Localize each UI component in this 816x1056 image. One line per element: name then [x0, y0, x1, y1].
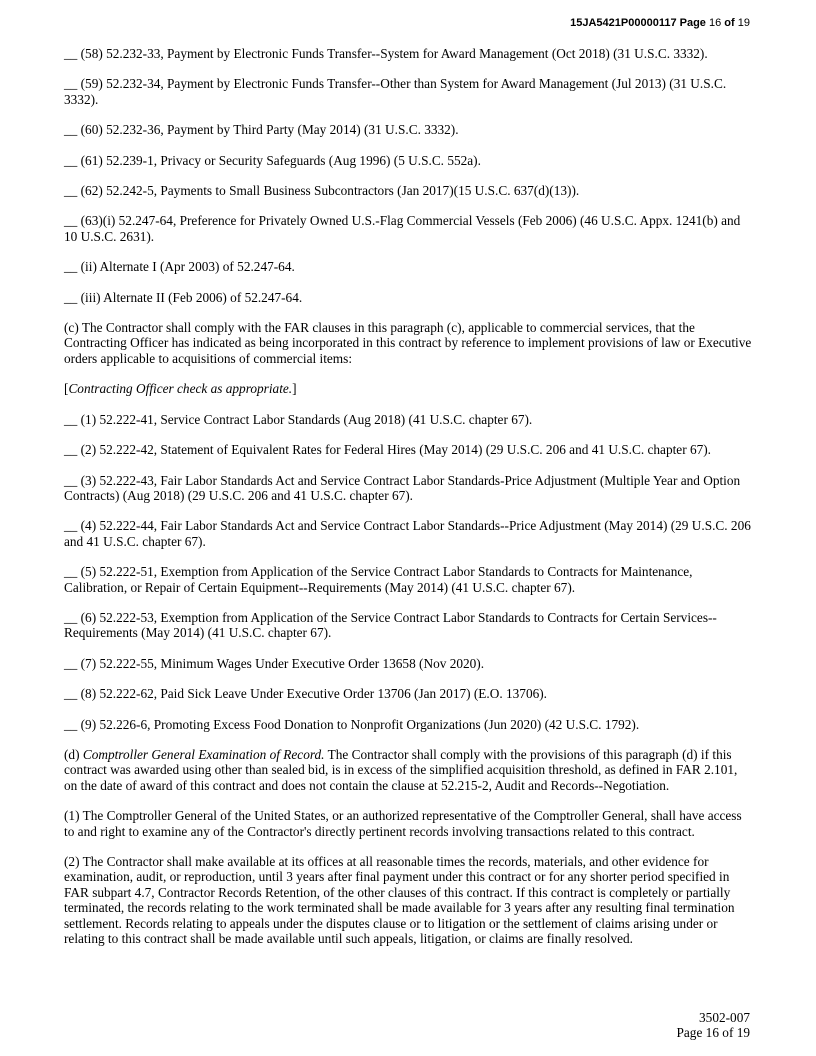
text-segment: __ (9) 52.226-6, Promoting Excess Food Donation to Nonprofit Organizations (Jun 2020) (42 U.S.C. 1792).	[64, 716, 640, 732]
header-of-label: of	[724, 17, 735, 29]
text-segment: __ (8) 52.222-62, Paid Sick Leave Under Executive Order 13706 (Jan 2017) (E.O. 13706).	[64, 686, 547, 702]
paragraph-17	[64, 656, 752, 671]
header-doc-number: 15JA5421P00000117 Page	[570, 17, 706, 29]
paragraph-13	[64, 473, 752, 504]
paragraph-21	[64, 808, 752, 839]
paragraph-19	[64, 717, 752, 732]
header-page-number: 16	[708, 17, 722, 29]
text-segment-italic: Contracting Officer check as appropriate.	[68, 381, 293, 397]
text-segment: [	[64, 381, 69, 397]
paragraph-22	[64, 854, 752, 946]
page-header	[570, 17, 750, 29]
text-segment: __ (61) 52.239-1, Privacy or Security Safeguards (Aug 1996) (5 U.S.C. 552a).	[64, 152, 481, 168]
text-segment: __ (58) 52.232-33, Payment by Electronic Funds Transfer--System for Award Management (Oct 2018) (31 U.S.C. 3332).	[64, 46, 708, 61]
paragraph-6	[64, 213, 752, 244]
text-segment: __ (1) 52.222-41, Service Contract Labor Standards (Aug 2018) (41 U.S.C. chapter 67).	[64, 411, 533, 427]
paragraph-4	[64, 153, 752, 168]
text-segment: __ (3) 52.222-43, Fair Labor Standards Act and Service Contract Labor Standards-Price Adjustment (Multiple Year and Option Contracts) (Aug 2018) (29 U.S.C. 206 and 41 U.S.C. chapter 67).	[64, 472, 741, 503]
paragraph-10	[64, 381, 752, 396]
paragraph-18	[64, 686, 752, 701]
text-segment: (d)	[64, 746, 83, 762]
paragraph-15	[64, 564, 752, 595]
text-segment: (c) The Contractor shall comply with the FAR clauses in this paragraph (c), applicable to commercial services, that the Contracting Officer has indicated as being incorporated in this contract by reference to implement provisions of law or Executive orders applicable to acquisitions of commercial items:	[64, 320, 752, 366]
paragraph-11	[64, 412, 752, 427]
text-segment: __ (ii) Alternate I (Apr 2003) of 52.247-64.	[64, 259, 295, 275]
text-segment: __ (iii) Alternate II (Feb 2006) of 52.247-64.	[64, 289, 303, 305]
page-footer	[677, 1010, 751, 1041]
paragraph-8	[64, 290, 752, 305]
text-segment: __ (2) 52.222-42, Statement of Equivalent Rates for Federal Hires (May 2014) (29 U.S.C. 206 and 41 U.S.C. chapter 67).	[64, 442, 711, 458]
paragraph-2	[64, 76, 752, 107]
text-segment: __ (60) 52.232-36, Payment by Third Party (May 2014) (31 U.S.C. 3332).	[64, 122, 459, 138]
paragraph-5	[64, 183, 752, 198]
footer-page-label: Page 16 of 19	[676, 1025, 750, 1041]
text-segment: __ (5) 52.222-51, Exemption from Application of the Service Contract Labor Standards to Contracts for Maintenance, Calibration, or Repair of Certain Equipment--Requirements (May 2014) (41 U.S.C. chapter 67).	[64, 564, 693, 595]
text-segment: (2) The Contractor shall make available at its offices at all reasonable times the records, materials, and other evidence for examination, audit, or reproduction, until 3 years after final payment under this contract or for any shorter period specified in FAR subpart 4.7, Contractor Records Retention, of the other clauses of this contract. If this contract is completely or partially terminated, the records relating to the work terminated shall be made available for 3 years after any resulting final termination settlement. Records relating to appeals under the disputes clause or to litigation or the settlement of claims arising under or relating to this contract shall be made available until such appeals, litigation, or claims are finally resolved.	[64, 854, 735, 947]
paragraph-3	[64, 122, 752, 137]
text-segment-italic: Comptroller General Examination of Record.	[82, 746, 325, 762]
paragraph-16	[64, 610, 752, 641]
paragraph-7	[64, 259, 752, 274]
text-segment: The Contractor shall comply with the provisions of this paragraph (d) if this contract was awarded using other than sealed bid, is in excess of the simplified acquisition threshold, as defined in FAR 2.101, on the date of award of this contract and does not contain the clause at 52.215-2, Audit and Records--Negotiation.	[64, 746, 738, 793]
text-segment: __ (62) 52.242-5, Payments to Small Business Subcontractors (Jan 2017)(15 U.S.C. 637(d)(13)).	[64, 183, 580, 199]
text-segment: __ (7) 52.222-55, Minimum Wages Under Executive Order 13658 (Nov 2020).	[64, 655, 485, 671]
paragraph-12	[64, 442, 752, 457]
footer-doc-code: 3502-007	[699, 1010, 750, 1025]
text-segment: __ (59) 52.232-34, Payment by Electronic Funds Transfer--Other than System for Award Management (Jul 2013) (31 U.S.C. 3332).	[64, 76, 727, 107]
text-segment: ]	[292, 381, 297, 397]
paragraph-20	[64, 747, 752, 793]
paragraph-9	[64, 320, 752, 366]
header-total-pages: 19	[737, 17, 750, 29]
paragraph-1	[64, 46, 752, 61]
document-body	[64, 46, 752, 961]
paragraph-14	[64, 518, 752, 549]
text-segment: __ (63)(i) 52.247-64, Preference for Privately Owned U.S.-Flag Commercial Vessels (Feb 2006) (46 U.S.C. Appx. 1241(b) and 10 U.S.C. 2631).	[64, 213, 741, 244]
text-segment: (1) The Comptroller General of the United States, or an authorized representative of the Comptroller General, shall have access to and right to examine any of the Contractor's directly pertinent records involving transactions related to this contract.	[64, 808, 742, 839]
text-segment: __ (4) 52.222-44, Fair Labor Standards Act and Service Contract Labor Standards--Price Adjustment (May 2014) (29 U.S.C. 206 and 41 U.S.C. chapter 67).	[64, 518, 751, 549]
text-segment: __ (6) 52.222-53, Exemption from Application of the Service Contract Labor Standards to Contracts for Certain Services--Requirements (May 2014) (41 U.S.C. chapter 67).	[64, 609, 717, 641]
